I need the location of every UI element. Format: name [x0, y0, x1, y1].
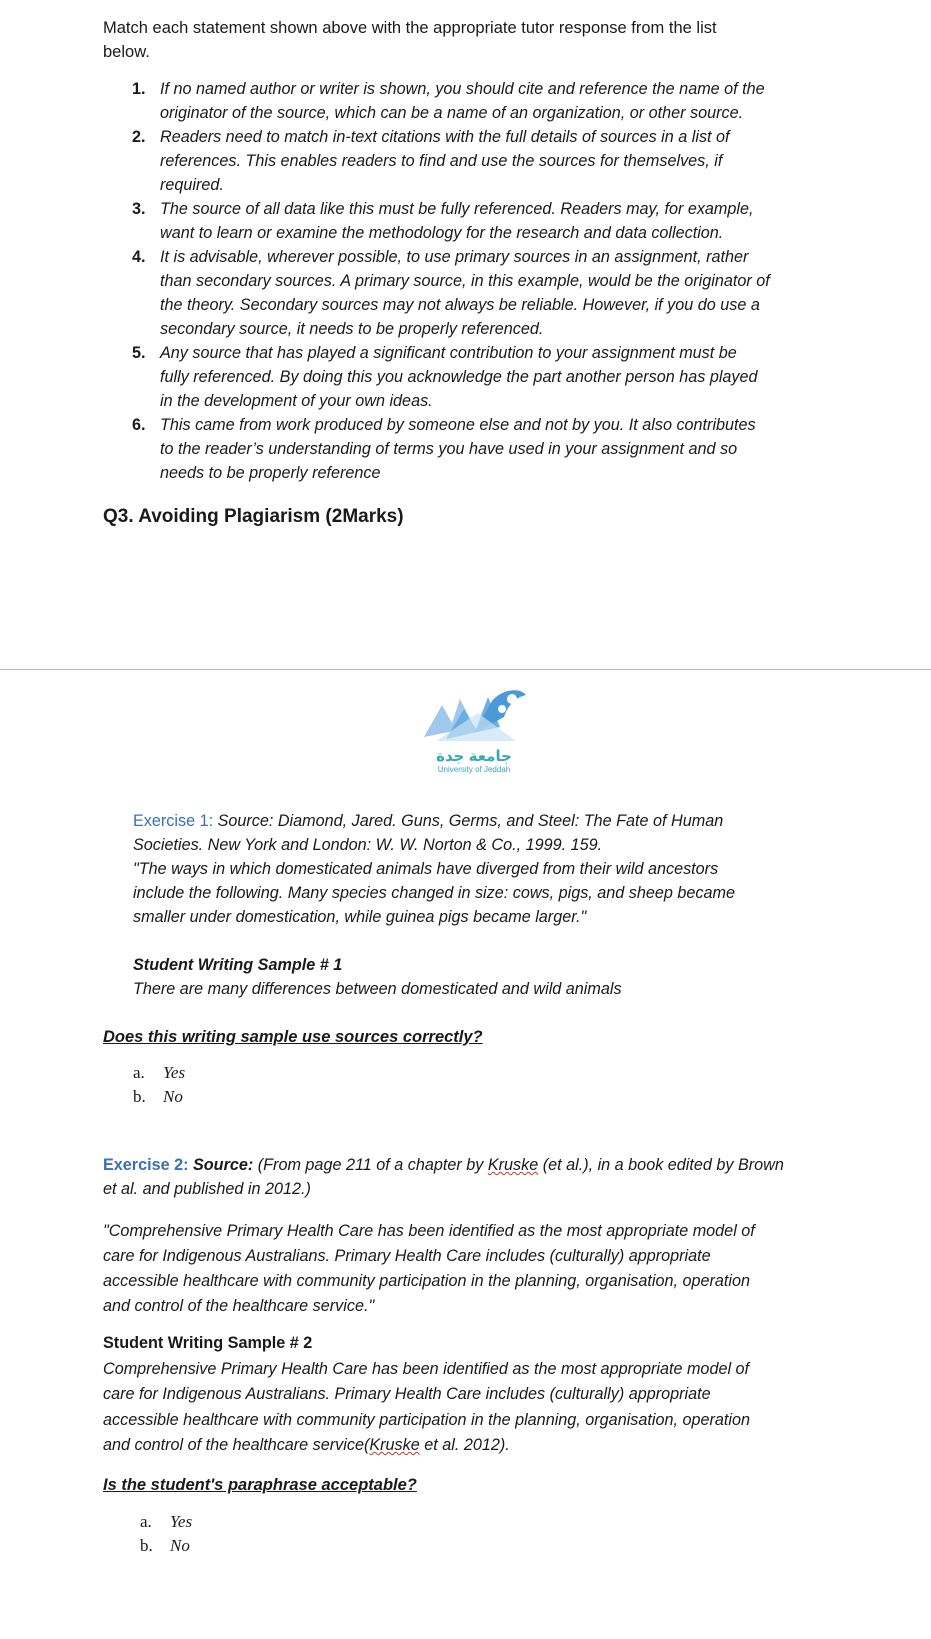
exercise-1-source-line-1 [133, 809, 813, 833]
statement-line: If no named author or writer is shown, you should cite and reference the name of the [160, 80, 765, 98]
statement-item [132, 413, 850, 485]
logo-english-text: University of Jeddah [437, 765, 511, 774]
statement-line: The source of all data like this must be fully referenced. Readers may, for example, [160, 200, 754, 218]
sample-1-text: There are many differences between domesticated and wild animals [133, 980, 622, 998]
statement-line: fully referenced. By doing this you acknowledge the part another person has played [160, 368, 758, 386]
statement-line: in the development of your own ideas. [160, 392, 433, 410]
exercise-1 [133, 809, 813, 929]
statement-line: originator of the source, which can be a name of an organization, or other source. [160, 104, 744, 122]
sample-2-author: Kruske [369, 1436, 420, 1454]
option-no[interactable] [140, 1534, 192, 1558]
exercise-1-source-line-2: Societies. New York and London: W. W. Norton & Co., 1999. 159. [133, 836, 603, 854]
university-logo-icon [416, 683, 532, 747]
exercise-2-source-line-1 [103, 1153, 843, 1177]
statement-line: Any source that has played a significant contribution to your assignment must be [160, 344, 737, 362]
sample-2-title: Student Writing Sample # 2 [103, 1334, 313, 1352]
option-letter: a. [140, 1512, 152, 1531]
statement-line: references. This enables readers to find and use the sources for themselves, if [160, 152, 723, 170]
statement-line: needs to be properly reference [160, 464, 381, 482]
statement-number: 6. [132, 416, 146, 434]
statement-line: secondary source, it needs to be properly referenced. [160, 320, 544, 338]
question-2-options [140, 1510, 192, 1558]
option-text: Yes [163, 1063, 186, 1082]
q3-heading: Q3. Avoiding Plagiarism (2Marks) [103, 506, 404, 527]
statements-list [132, 77, 850, 485]
statement-line: want to learn or examine the methodology for the research and data collection. [160, 224, 724, 242]
intro-paragraph [103, 16, 893, 64]
option-letter: b. [140, 1536, 153, 1555]
statement-line: required. [160, 176, 224, 194]
exercise-1-quote-line: include the following. Many species changed in size: cows, pigs, and sheep became [133, 884, 735, 902]
exercise-1-quote-line: smaller under domestication, while guinea pigs became larger." [133, 908, 587, 926]
sample-2-line-4b: et al. 2012). [419, 1436, 510, 1454]
option-text: No [170, 1536, 190, 1555]
statement-line: than secondary sources. A primary source, in this example, would be the originator of [160, 272, 770, 290]
exercise-2-source-author: Kruske [487, 1156, 539, 1174]
statement-line: It is advisable, wherever possible, to use primary sources in an assignment, rather [160, 248, 749, 266]
statement-line: the theory. Secondary sources may not always be reliable. However, if you do use a [160, 296, 760, 314]
sample-2-line-4a: and control of the healthcare service( [103, 1436, 370, 1454]
exercise-2-quote-line: accessible healthcare with community participation in the planning, organisation, operation [103, 1272, 750, 1290]
question-1: Does this writing sample use sources correctly? [103, 1028, 483, 1046]
statement-item [132, 125, 850, 197]
intro-line-2: below. [103, 43, 150, 61]
statement-number: 2. [132, 128, 146, 146]
option-yes[interactable] [140, 1510, 192, 1534]
exercise-2 [103, 1153, 843, 1201]
option-letter: b. [133, 1087, 146, 1106]
statement-number: 5. [132, 344, 146, 362]
statement-line: to the reader’s understanding of terms you have used in your assignment and so [160, 440, 738, 458]
exercise-1-source-text: Source: Diamond, Jared. Guns, Germs, and Steel: The Fate of Human [217, 812, 724, 830]
statement-item [132, 197, 850, 245]
exercise-2-source-label: Source: [193, 1156, 254, 1174]
exercise-2-quote [103, 1219, 843, 1319]
exercise-1-label: Exercise 1: [133, 812, 214, 830]
statement-item [132, 245, 850, 341]
sample-1-title: Student Writing Sample # 1 [133, 956, 343, 974]
option-text: Yes [170, 1512, 193, 1531]
sample-2-line: accessible healthcare with community participation in the planning, organisation, operation [103, 1410, 750, 1429]
option-text: No [163, 1087, 183, 1106]
question-2: Is the student's paraphrase acceptable? [103, 1476, 417, 1494]
statement-item [132, 341, 850, 413]
option-yes[interactable] [133, 1061, 185, 1085]
student-sample-1 [133, 953, 813, 1001]
student-sample-2 [103, 1331, 843, 1459]
statement-line: This came from work produced by someone else and not by you. It also contributes [160, 416, 756, 434]
page-break-divider [0, 669, 931, 670]
sample-2-line: Comprehensive Primary Health Care has been identified as the most appropriate model of [103, 1359, 750, 1378]
intro-line-1: Match each statement shown above with the appropriate tutor response from the list [103, 19, 717, 37]
exercise-2-source-line-2: et al. and published in 2012.) [103, 1180, 311, 1198]
university-logo [416, 683, 532, 777]
sample-2-line [103, 1433, 843, 1459]
exercise-2-quote-line: care for Indigenous Australians. Primary Health Care includes (culturally) appropriate [103, 1247, 711, 1265]
statement-number: 3. [132, 200, 146, 218]
question-1-options [133, 1061, 185, 1109]
exercise-2-source-text-b: (et al.), in a book edited by Brown [538, 1156, 784, 1174]
sample-2-line: care for Indigenous Australians. Primary Health Care includes (culturally) appropriate [103, 1385, 711, 1403]
option-no[interactable] [133, 1085, 185, 1109]
exercise-2-quote-line: and control of the healthcare service." [103, 1297, 375, 1315]
exercise-1-quote-line: "The ways in which domesticated animals have diverged from their wild ancestors [133, 860, 719, 878]
exercise-2-label: Exercise 2: [103, 1156, 189, 1174]
exercise-2-source-text-a: (From page 211 of a chapter by [253, 1156, 488, 1174]
exercise-2-quote-line: "Comprehensive Primary Health Care has been identified as the most appropriate model of [103, 1222, 755, 1240]
statement-number: 4. [132, 248, 146, 266]
logo-arabic-text: جامعة جدة [436, 748, 512, 765]
statement-line: Readers need to match in-text citations with the full details of sources in a list of [160, 128, 730, 146]
option-letter: a. [133, 1063, 145, 1082]
statement-item [132, 77, 850, 125]
statement-number: 1. [132, 80, 146, 98]
